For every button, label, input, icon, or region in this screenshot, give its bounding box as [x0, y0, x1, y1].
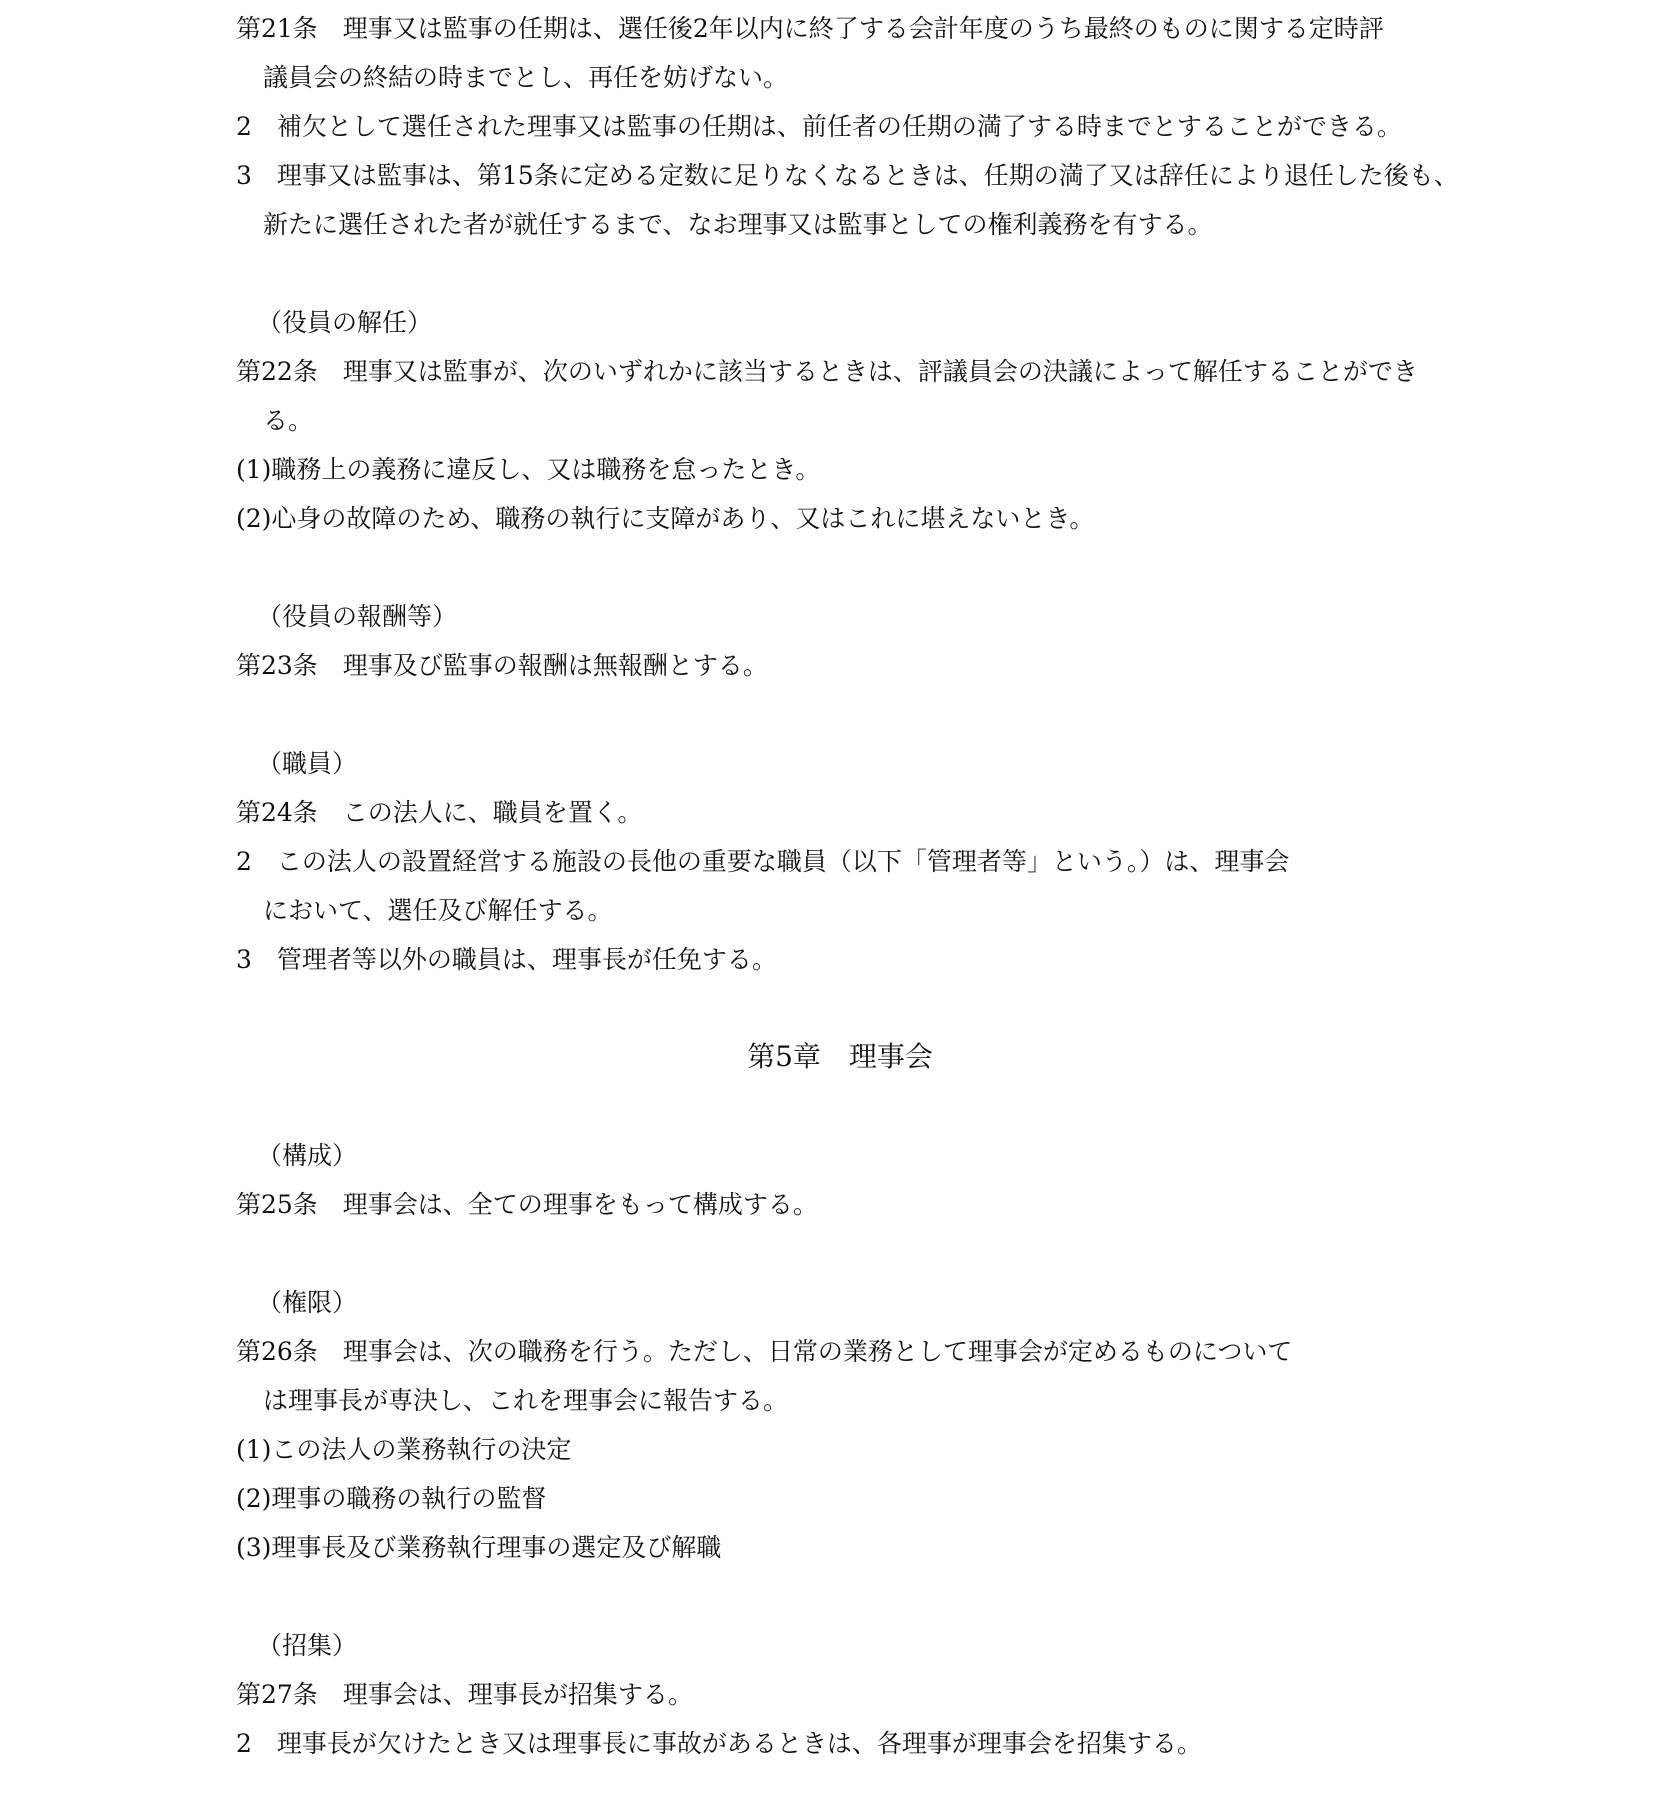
article-24-para-2-line-2: において、選任及び解任する。 — [263, 896, 613, 925]
article-26-item-3: (3)理事長及び業務執行理事の選定及び解職 — [236, 1533, 722, 1562]
article-22-item-1: (1)職務上の義務に違反し、又は職務を怠ったとき。 — [236, 455, 821, 484]
article-22-line-1: 第22条 理事又は監事が、次のいずれかに該当するときは、評議員会の決議によって解任することができ — [236, 357, 1418, 386]
article-21-para-3-line-2: 新たに選任された者が就任するまで、なお理事又は監事としての権利義務を有する。 — [263, 210, 1213, 239]
article-21-para-3-line-1: 3 理事又は監事は、第15条に定める定数に足りなくなるときは、任期の満了又は辞任により退任した後も、 — [236, 161, 1459, 190]
article-24-line-1: 第24条 この法人に、職員を置く。 — [236, 798, 643, 827]
caption-composition: （構成） — [257, 1141, 358, 1170]
article-27-para-2: 2 理事長が欠けたとき又は理事長に事故があるときは、各理事が理事会を招集する。 — [236, 1729, 1202, 1758]
article-21-para-2: 2 補欠として選任された理事又は監事の任期は、前任者の任期の満了する時までとすることができる。 — [236, 112, 1402, 141]
article-26-line-1: 第26条 理事会は、次の職務を行う。ただし、日常の業務として理事会が定めるものについて — [236, 1337, 1293, 1366]
caption-authority: （権限） — [257, 1288, 358, 1317]
caption-dismissal: （役員の解任） — [257, 308, 433, 337]
article-22-item-2: (2)心身の故障のため、職務の執行に支障があり、又はこれに堪えないとき。 — [236, 504, 1095, 533]
article-21-line-2: 議員会の終結の時までとし、再任を妨げない。 — [263, 63, 789, 92]
article-21-line-1: 第21条 理事又は監事の任期は、選任後2年以内に終了する会計年度のうち最終のものに関する定時評 — [236, 14, 1384, 43]
article-24-para-2-line-1: 2 この法人の設置経営する施設の長他の重要な職員（以下「管理者等」という。）は、理事会 — [236, 847, 1290, 876]
article-26-item-2: (2)理事の職務の執行の監督 — [236, 1484, 547, 1513]
article-27-line-1: 第27条 理事会は、理事長が招集する。 — [236, 1680, 693, 1709]
caption-convocation: （招集） — [257, 1631, 358, 1660]
article-26-item-1: (1)この法人の業務執行の決定 — [236, 1435, 572, 1464]
article-26-line-2: は理事長が専決し、これを理事会に報告する。 — [263, 1386, 789, 1415]
caption-staff: （職員） — [257, 749, 358, 778]
article-23: 第23条 理事及び監事の報酬は無報酬とする。 — [236, 651, 768, 680]
article-25: 第25条 理事会は、全ての理事をもって構成する。 — [236, 1190, 818, 1219]
chapter-5-title: 第5章 理事会 — [747, 1040, 933, 1073]
caption-remuneration: （役員の報酬等） — [257, 602, 458, 631]
article-22-line-2: る。 — [263, 406, 314, 435]
article-24-para-3: 3 管理者等以外の職員は、理事長が任免する。 — [236, 945, 777, 974]
